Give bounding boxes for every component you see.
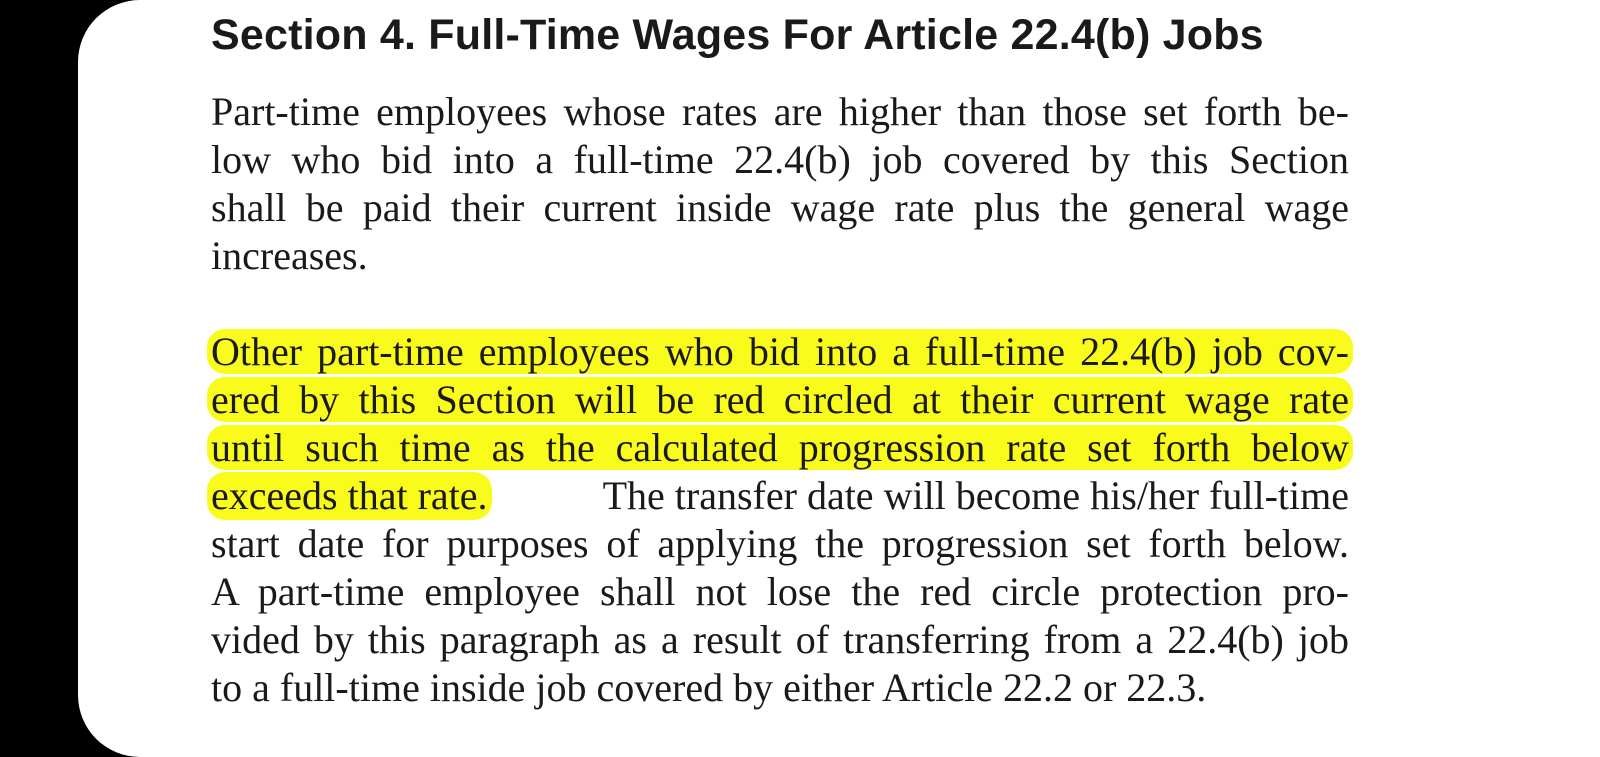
paragraph-2-line-7: vided by this paragraph as a result of transferring from a 22.4(b) job [211,617,1349,662]
paragraph-1-line-4: increases. [211,233,368,278]
paragraph-1 [211,88,1349,280]
section-heading: Section 4. Full-Time Wages For Article 22.4(b) Jobs [211,11,1264,59]
document-content [211,0,1349,712]
highlighted-text: Other part-time employees who bid into a full-time 22.4(b) job cov- [207,329,1353,374]
paragraph-2-line-8: to a full-time inside job covered by either Article 22.2 or 22.3. [211,665,1207,710]
paragraph-2-line-1 [211,328,1349,376]
paragraph-2-line-4 [211,472,1349,520]
paragraph-2-line-2 [211,376,1349,424]
paragraph-2-line-4-rest: The transfer date will become his/her full-time [593,473,1349,518]
paragraph-2 [211,328,1349,712]
highlighted-text: ered by this Section will be red circled at their current wage rate [207,377,1353,422]
paragraph-1-line-2: low who bid into a full-time 22.4(b) job covered by this Section [211,137,1349,182]
paragraph-2-line-5: start date for purposes of applying the progression set forth below. [211,521,1349,566]
paragraph-2-line-6: A part-time employee shall not lose the red circle protection pro- [211,569,1349,614]
paragraph-2-line-3 [211,424,1349,472]
paragraph-1-line-3: shall be paid their current inside wage rate plus the general wage [211,185,1349,230]
document-page [78,0,1600,757]
highlighted-text: until such time as the calculated progression rate set forth below [207,425,1353,470]
paragraph-1-line-1: Part-time employees whose rates are higher than those set forth be- [211,89,1349,134]
highlighted-text: exceeds that rate. [207,472,492,520]
